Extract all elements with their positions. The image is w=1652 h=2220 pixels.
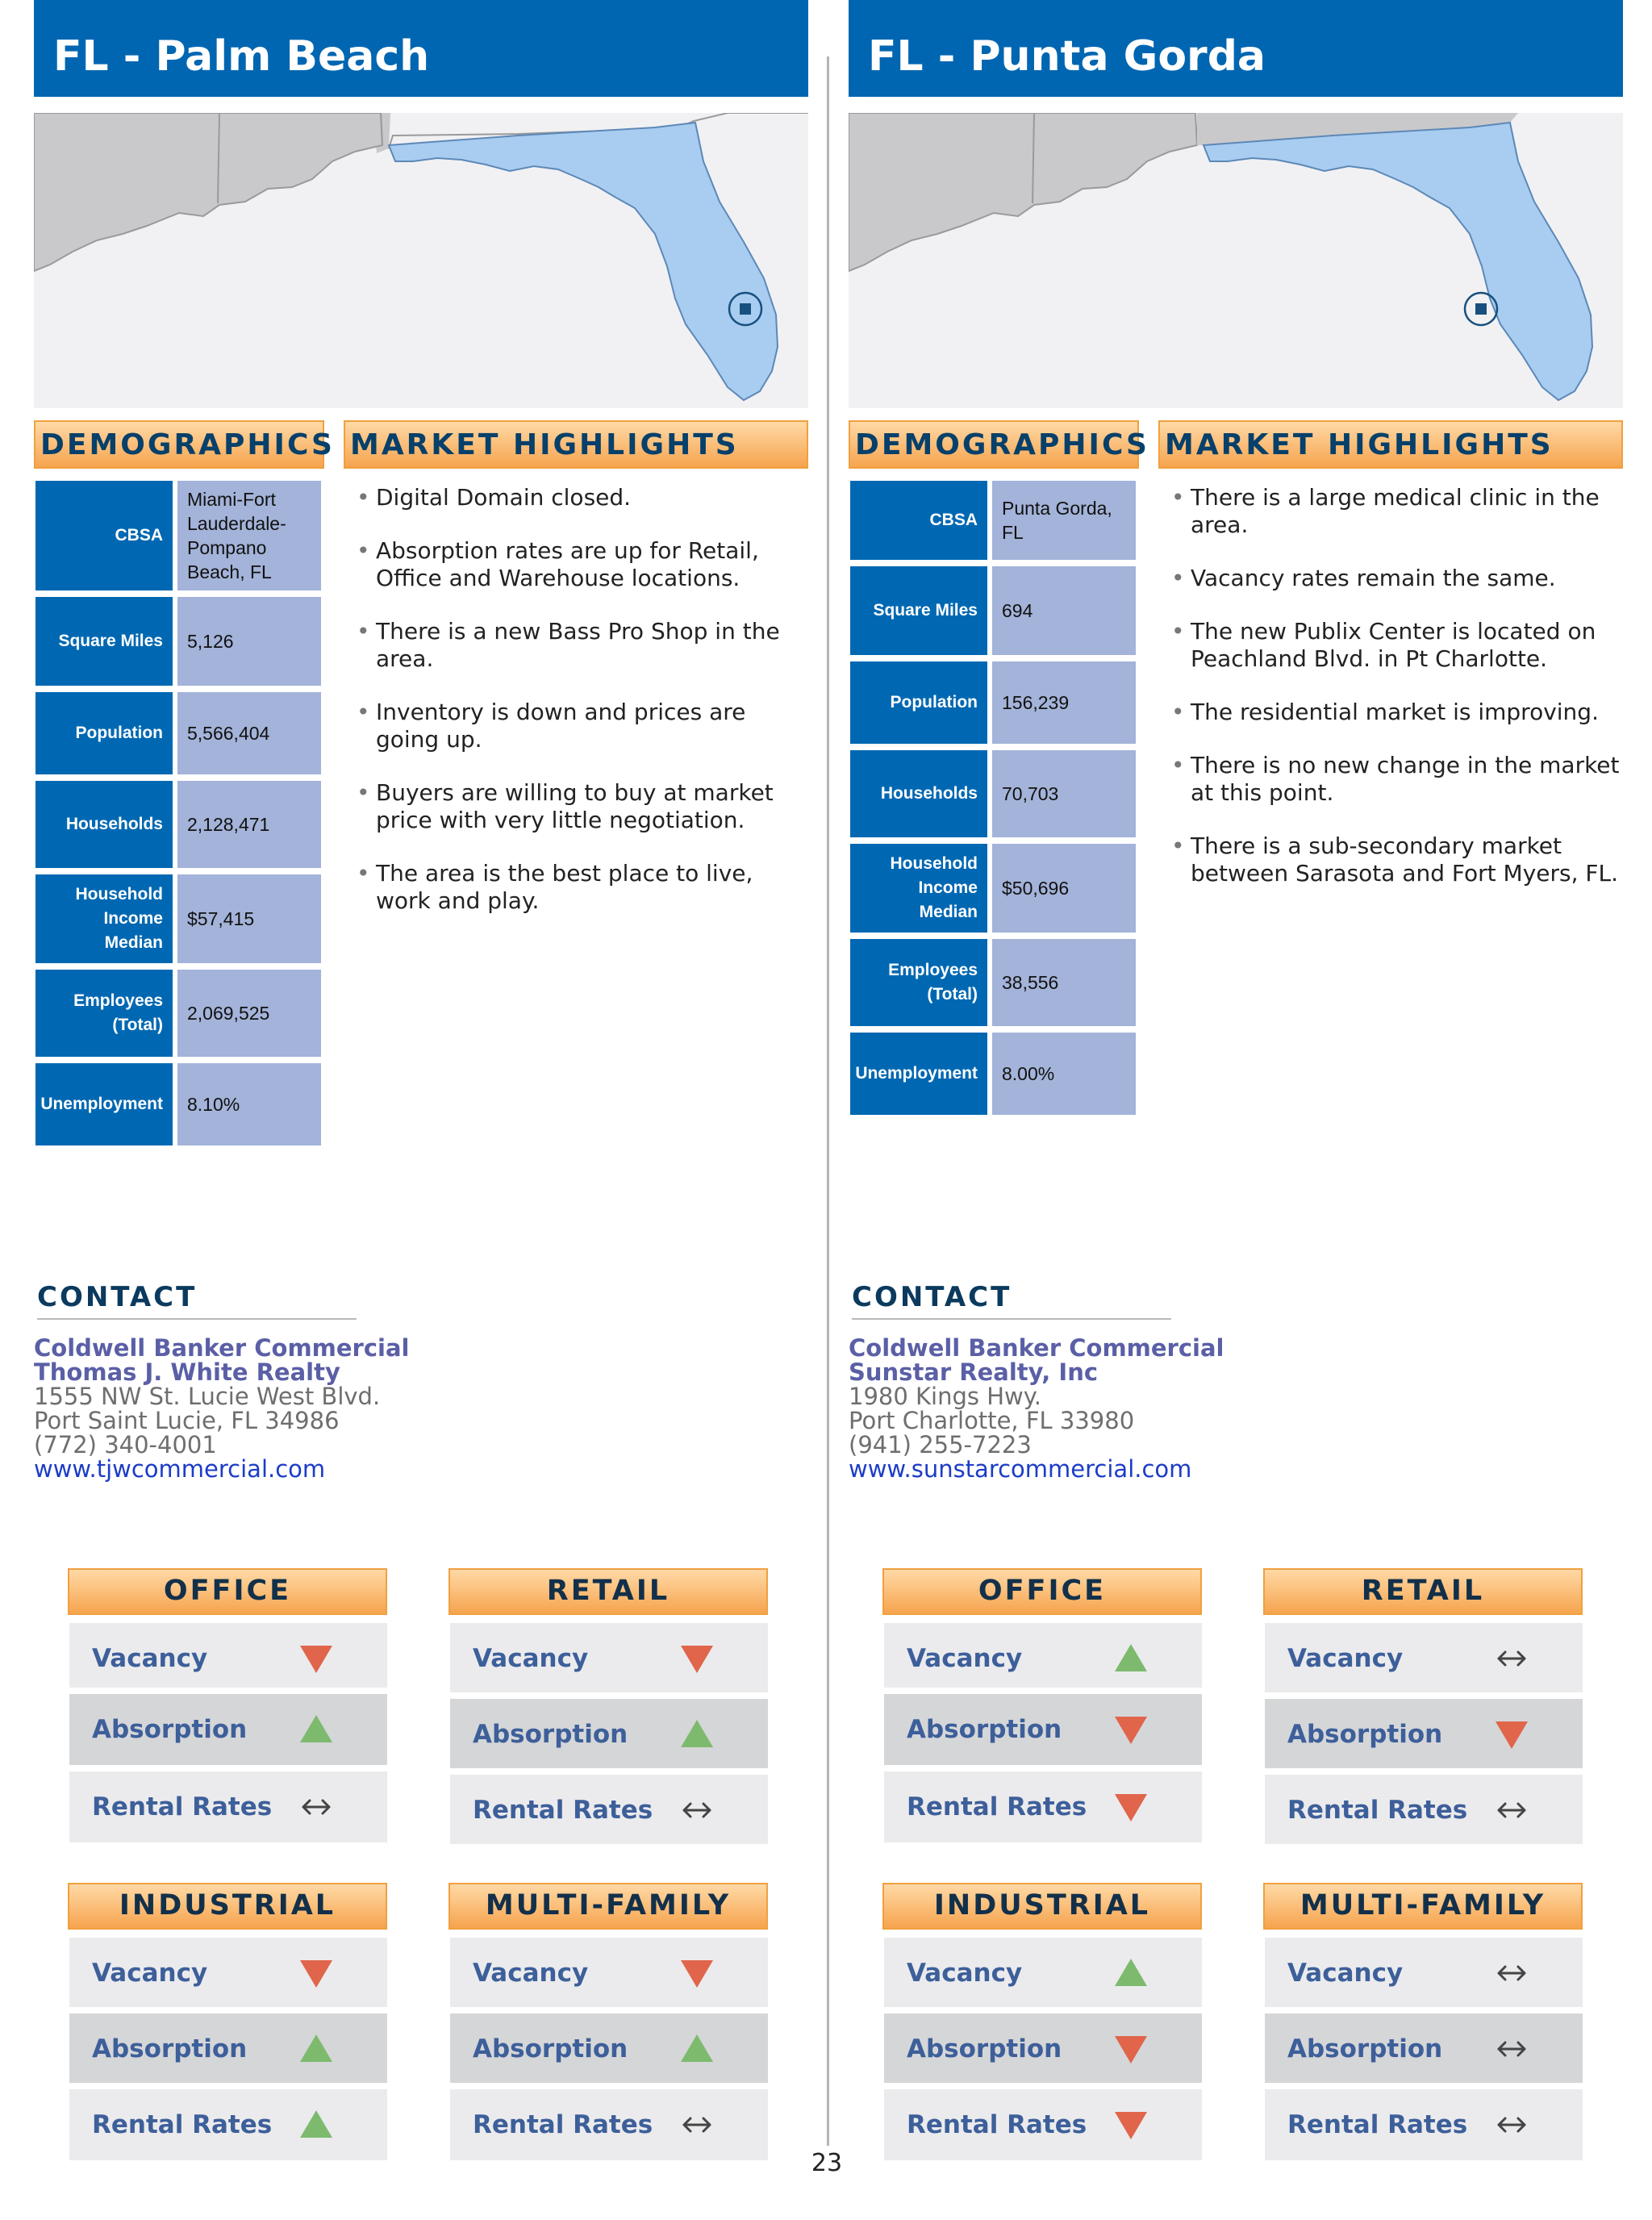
market-highlights-header — [344, 420, 808, 469]
trend-flat-icon — [1492, 2105, 1531, 2144]
panel-row-label: Vacancy — [1287, 1644, 1404, 1673]
demographics-row-households — [850, 750, 1136, 837]
panel-title: INDUSTRIAL — [119, 1889, 336, 1922]
trend-up-icon — [678, 1715, 716, 1754]
highlight-item: • Digital Domain closed. — [355, 484, 807, 511]
demographics-value: $57,415 — [177, 874, 321, 963]
contact-block — [849, 1336, 1300, 1481]
panel-row-rental-rates — [884, 1771, 1202, 1842]
center-divider — [827, 56, 829, 2146]
demographics-value: 694 — [992, 566, 1136, 655]
market-highlights-header-label: MARKET HIGHLIGHTS — [1165, 428, 1554, 461]
contact-firm-line2: Sunstar Realty, Inc — [849, 1358, 1099, 1386]
demographics-value: 156,239 — [992, 661, 1136, 744]
demographics-row-cbsa — [35, 481, 321, 590]
demographics-row-cbsa — [850, 481, 1136, 560]
contact-address1: 1555 NW St. Lucie West Blvd. — [34, 1383, 381, 1410]
demographics-value: $50,696 — [992, 844, 1136, 933]
panel-row-vacancy — [1265, 1623, 1583, 1692]
demographics-value: 5,566,404 — [177, 692, 321, 774]
panel-row-absorption — [1265, 1699, 1583, 1768]
demographics-table — [35, 481, 321, 1152]
panel-row-rental-rates — [884, 2089, 1202, 2160]
panel-retail — [1263, 1568, 1583, 1842]
contact-address2: Port Saint Lucie, FL 34986 — [34, 1407, 340, 1434]
trend-flat-icon — [1492, 1639, 1531, 1678]
demographics-row-population — [850, 661, 1136, 744]
highlight-item: • Buyers are willing to buy at market price with very little negotiation. — [355, 779, 807, 834]
panel-title: OFFICE — [163, 1575, 292, 1607]
panel-row-label: Rental Rates — [1287, 1796, 1468, 1825]
contact-address2: Port Charlotte, FL 33980 — [849, 1407, 1135, 1434]
panel-industrial — [68, 1883, 387, 2160]
demographics-row-household-income — [850, 844, 1136, 933]
contact-address1: 1980 Kings Hwy. — [849, 1383, 1041, 1410]
trend-flat-icon — [678, 2105, 716, 2144]
panel-header — [68, 1883, 387, 1930]
panel-row-absorption — [1265, 2013, 1583, 2083]
demographics-value: 8.10% — [177, 1063, 321, 1145]
panel-row-label: Absorption — [1287, 2034, 1443, 2064]
panel-row-vacancy — [69, 1623, 387, 1688]
trend-up-icon — [297, 2105, 336, 2144]
demographics-row-employees — [850, 939, 1136, 1026]
trend-up-icon — [678, 2030, 716, 2068]
panel-row-label: Rental Rates — [473, 1796, 653, 1825]
panel-row-rental-rates — [1265, 2089, 1583, 2160]
panel-header — [1263, 1568, 1583, 1615]
panel-title: RETAIL — [1361, 1575, 1485, 1607]
highlight-item: • The new Publix Center is located on Peachland Blvd. in Pt Charlotte. — [1170, 618, 1621, 673]
florida-map — [34, 113, 808, 408]
contact-firm-line2: Thomas J. White Realty — [34, 1358, 340, 1386]
trend-down-icon — [297, 1954, 336, 1993]
map-svg — [849, 113, 1623, 408]
demographics-value: 2,128,471 — [177, 781, 321, 868]
panel-row-label: Vacancy — [473, 1959, 589, 1988]
highlight-item: • The residential market is improving. — [1170, 699, 1621, 726]
panel-row-label: Rental Rates — [473, 2110, 653, 2139]
demographics-value: 8.00% — [992, 1033, 1136, 1115]
trend-up-icon — [297, 2030, 336, 2068]
trend-up-icon — [297, 1710, 336, 1749]
demographics-label: Household Income Median — [35, 874, 173, 963]
market-punta-gorda — [849, 0, 1623, 2220]
trend-flat-icon — [1492, 2030, 1531, 2068]
demographics-row-household-income — [35, 874, 321, 963]
market-palm-beach — [34, 0, 808, 2220]
demographics-label: Square Miles — [35, 597, 173, 686]
panel-row-label: Absorption — [92, 1715, 248, 1744]
market-title: FL - Palm Beach — [53, 32, 430, 81]
trend-up-icon — [1112, 1639, 1150, 1678]
demographics-label: Households — [35, 781, 173, 868]
panel-header — [68, 1568, 387, 1615]
panel-multi-family — [1263, 1883, 1583, 2160]
panel-row-rental-rates — [450, 1775, 768, 1844]
demographics-label: Unemployment — [35, 1063, 173, 1145]
demographics-header — [34, 420, 335, 469]
panel-row-label: Rental Rates — [907, 2110, 1087, 2139]
demographics-value: 2,069,525 — [177, 970, 321, 1057]
demographics-label: Square Miles — [850, 566, 987, 655]
highlight-item: • Vacancy rates remain the same. — [1170, 565, 1621, 592]
contact-divider — [37, 1318, 357, 1320]
panel-row-vacancy — [450, 1623, 768, 1692]
map-svg — [34, 113, 808, 408]
panel-header — [882, 1883, 1202, 1930]
florida-map — [849, 113, 1623, 408]
panel-row-rental-rates — [69, 2089, 387, 2160]
panel-row-label: Rental Rates — [907, 1792, 1087, 1821]
trend-down-icon — [297, 1639, 336, 1678]
demographics-value: 70,703 — [992, 750, 1136, 837]
panel-multi-family — [448, 1883, 768, 2160]
demographics-value: 5,126 — [177, 597, 321, 686]
panel-row-label: Absorption — [907, 1715, 1062, 1744]
trend-flat-icon — [1492, 1954, 1531, 1993]
contact-website-link[interactable]: www.sunstarcommercial.com — [849, 1455, 1192, 1483]
demographics-value: Punta Gorda, FL — [992, 481, 1136, 560]
panel-row-absorption — [69, 2013, 387, 2083]
demographics-table — [850, 481, 1136, 1121]
demographics-header — [849, 420, 1149, 469]
market-highlights-list — [355, 484, 807, 941]
panel-row-vacancy — [69, 1938, 387, 2007]
demographics-row-square-miles — [850, 566, 1136, 655]
panel-row-label: Vacancy — [473, 1644, 589, 1673]
panel-row-label: Absorption — [473, 2034, 628, 2064]
trend-down-icon — [1112, 2030, 1150, 2068]
demographics-header-label: DEMOGRAPHICS — [40, 428, 335, 461]
panel-office — [882, 1568, 1202, 1842]
panel-row-label: Absorption — [92, 2034, 248, 2064]
demographics-label: Employees (Total) — [850, 939, 987, 1026]
demographics-label: Population — [850, 661, 987, 744]
highlight-item: • Absorption rates are up for Retail, Office and Warehouse locations. — [355, 537, 807, 592]
contact-block — [34, 1336, 486, 1481]
panel-row-absorption — [69, 1694, 387, 1765]
panel-row-label: Vacancy — [907, 1644, 1023, 1673]
panel-header — [448, 1883, 768, 1930]
panel-row-label: Vacancy — [92, 1959, 208, 1988]
panel-row-label: Absorption — [473, 1720, 628, 1749]
panel-title: MULTI-FAMILY — [1299, 1889, 1546, 1922]
panel-row-vacancy — [450, 1938, 768, 2007]
panel-row-label: Absorption — [907, 2034, 1062, 2064]
panel-retail — [448, 1568, 768, 1842]
trend-flat-icon — [297, 1788, 336, 1826]
highlight-item: • There is a large medical clinic in the area. — [1170, 484, 1621, 539]
demographics-row-unemployment — [850, 1033, 1136, 1115]
demographics-row-households — [35, 781, 321, 868]
panel-row-rental-rates — [69, 1771, 387, 1842]
panel-header — [882, 1568, 1202, 1615]
panel-row-vacancy — [884, 1938, 1202, 2007]
market-title: FL - Punta Gorda — [868, 32, 1266, 81]
trend-flat-icon — [1492, 1791, 1531, 1830]
panel-row-vacancy — [1265, 1938, 1583, 2007]
demographics-value: 38,556 — [992, 939, 1136, 1026]
market-highlights-header — [1158, 420, 1623, 469]
panel-title: RETAIL — [546, 1575, 670, 1607]
panel-row-label: Vacancy — [1287, 1959, 1404, 1988]
demographics-row-unemployment — [35, 1063, 321, 1145]
highlight-item: • Inventory is down and prices are going up. — [355, 699, 807, 753]
highlight-item: • There is a new Bass Pro Shop in the area. — [355, 618, 807, 673]
panel-row-absorption — [450, 2013, 768, 2083]
panel-header — [448, 1568, 768, 1615]
demographics-header-label: DEMOGRAPHICS — [855, 428, 1149, 461]
panel-row-absorption — [884, 2013, 1202, 2083]
panel-row-rental-rates — [1265, 1775, 1583, 1844]
contact-firm-line1: Coldwell Banker Commercial — [34, 1334, 410, 1362]
demographics-label: Household Income Median — [850, 844, 987, 933]
demographics-label: CBSA — [35, 481, 173, 590]
market-highlights-list — [1170, 484, 1621, 913]
trend-down-icon — [1112, 2105, 1150, 2144]
demographics-row-population — [35, 692, 321, 774]
panel-title: OFFICE — [978, 1575, 1107, 1607]
panel-row-label: Vacancy — [92, 1644, 208, 1673]
demographics-label: Employees (Total) — [35, 970, 173, 1057]
contact-website-link[interactable]: www.tjwcommercial.com — [34, 1455, 326, 1483]
highlight-item: • There is a sub-secondary market between Sarasota and Fort Myers, FL. — [1170, 832, 1621, 887]
trend-down-icon — [1112, 1788, 1150, 1826]
panel-header — [1263, 1883, 1583, 1930]
demographics-label: Unemployment — [850, 1033, 987, 1115]
contact-phone: (772) 340-4001 — [34, 1431, 217, 1458]
market-title-bar — [34, 0, 808, 97]
contact-title: CONTACT — [37, 1281, 198, 1313]
demographics-row-employees — [35, 970, 321, 1057]
contact-divider — [852, 1318, 1171, 1320]
panel-row-label: Rental Rates — [1287, 2110, 1468, 2139]
panel-row-label: Rental Rates — [92, 2110, 273, 2139]
panel-row-absorption — [884, 1694, 1202, 1765]
highlight-item: • There is no new change in the market at this point. — [1170, 752, 1621, 807]
highlight-item: • The area is the best place to live, work and play. — [355, 860, 807, 915]
panel-row-rental-rates — [450, 2089, 768, 2160]
panel-row-label: Absorption — [1287, 1720, 1443, 1749]
market-title-bar — [849, 0, 1623, 97]
trend-down-icon — [1112, 1710, 1150, 1749]
page-number: 23 — [811, 2149, 843, 2177]
contact-firm-line1: Coldwell Banker Commercial — [849, 1334, 1224, 1362]
demographics-value: Miami-Fort Lauderdale-Pompano Beach, FL — [177, 481, 321, 590]
panel-title: INDUSTRIAL — [933, 1889, 1151, 1922]
panel-row-label: Rental Rates — [92, 1792, 273, 1821]
demographics-label: Population — [35, 692, 173, 774]
trend-flat-icon — [678, 1791, 716, 1830]
panel-row-vacancy — [884, 1623, 1202, 1688]
contact-title: CONTACT — [852, 1281, 1012, 1313]
market-highlights-header-label: MARKET HIGHLIGHTS — [350, 428, 739, 461]
panel-title: MULTI-FAMILY — [485, 1889, 732, 1922]
demographics-row-square-miles — [35, 597, 321, 686]
contact-phone: (941) 255-7223 — [849, 1431, 1032, 1458]
panel-industrial — [882, 1883, 1202, 2160]
panel-office — [68, 1568, 387, 1842]
trend-down-icon — [678, 1954, 716, 1993]
demographics-label: Households — [850, 750, 987, 837]
trend-down-icon — [678, 1639, 716, 1678]
trend-down-icon — [1492, 1715, 1531, 1754]
panel-row-absorption — [450, 1699, 768, 1768]
demographics-label: CBSA — [850, 481, 987, 560]
trend-up-icon — [1112, 1954, 1150, 1993]
panel-row-label: Vacancy — [907, 1959, 1023, 1988]
